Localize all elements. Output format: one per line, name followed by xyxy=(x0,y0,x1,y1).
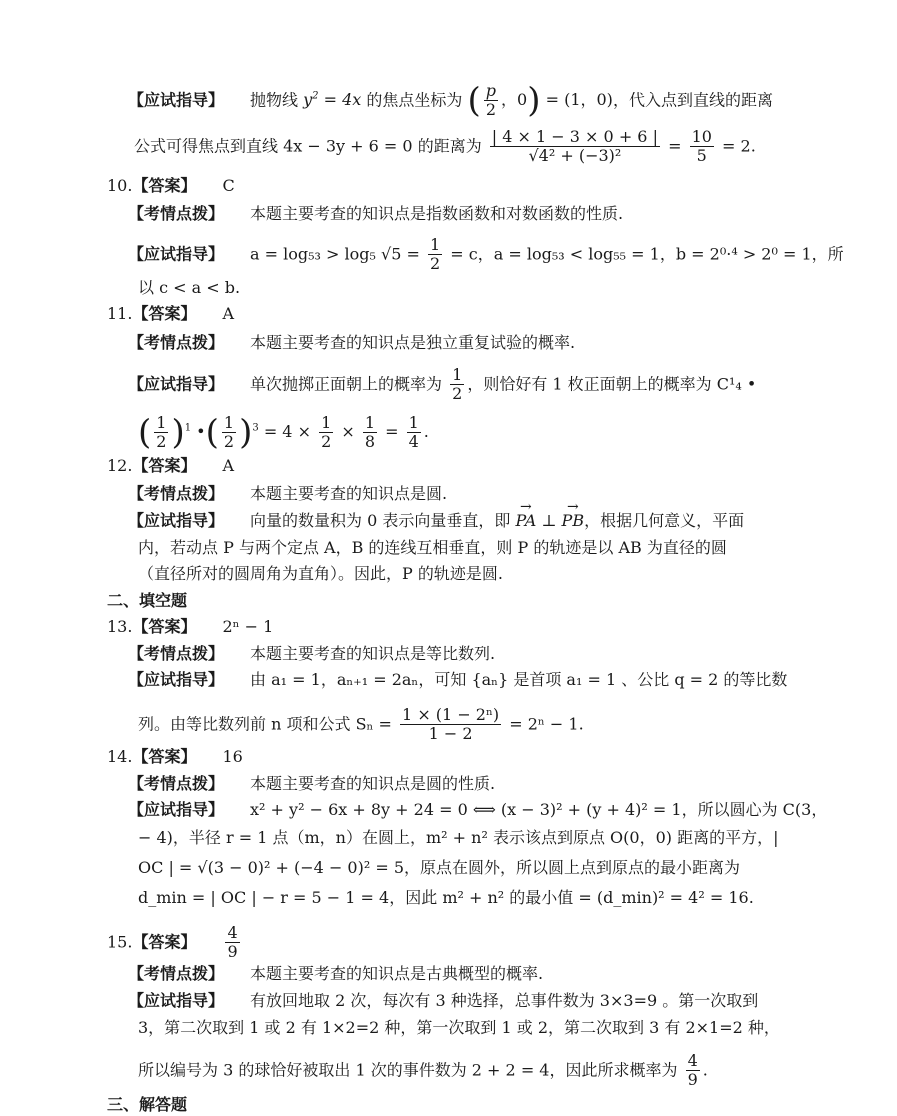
q14-answer: 16 xyxy=(222,747,243,766)
vector-perpendicular: → PA ⊥ → PB xyxy=(515,511,584,530)
q12-guide-line-2: 内，若动点 P 与两个定点 A，B 的连线互相垂直，则 P 的轨迹是以 AB 为直径的圆 xyxy=(138,538,727,557)
q15-guide-line-2: 3，第二次取到 1 或 2 有 1×2=2 种，第一次取到 1 或 2，第二次取到 3 有 2×1=2 种， xyxy=(138,1018,780,1037)
q11-point-line: 【考情点拨】 本题主要考查的知识点是独立重复试验的概率. xyxy=(128,333,576,352)
q11-guide-line-1: 【应试指导】 单次抛掷正面朝上的概率为 $\frac{1}{2}$ ，则恰好有 1 枚正面朝上的概率为 C¹₄ • xyxy=(128,365,757,404)
q14-answer-line: 14.【答案】 16 xyxy=(107,747,243,766)
q15-answer-line: 15.【答案】 $\frac{4}{9}$ xyxy=(107,923,238,962)
q10-guide-line-2: 以 c < a < b. xyxy=(138,278,241,297)
q11-guide-line-2 xyxy=(138,414,429,452)
section-solution-title: 三、解答题 xyxy=(107,1095,188,1114)
q14-guide-line-4: d_min = | OC | − r = 5 − 1 = 4，因此 m² + n² 的最小值 = (d_min)² = 4² = 16. xyxy=(138,888,754,907)
q15-answer: $\frac{4}{9}$ xyxy=(227,923,238,962)
q14-point-line: 【考情点拨】 本题主要考查的知识点是圆的性质. xyxy=(128,774,496,793)
q11-answer-line: 11.【答案】 A xyxy=(107,304,235,323)
q14-guide-line-2: − 4)，半径 r = 1 点（m，n）在圆上，m² + n² 表示该点到原点 O(0，0) 距离的平方，| xyxy=(138,828,779,847)
q12-point-line: 【考情点拨】 本题主要考查的知识点是圆. xyxy=(128,484,448,503)
q10-answer: C xyxy=(222,176,235,195)
q9-guide-line-1: 【应试指导】 抛物线 $y^2 = 4x$ 的焦点坐标为 ( $\frac{p}{2}$ ，0) = (1，0)，代入点到直线的距离 xyxy=(128,80,773,121)
q13-answer-line: 13.【答案】 2ⁿ − 1 xyxy=(107,617,274,636)
guide-label: 【应试指导】 xyxy=(128,90,225,110)
geometric-sum-fraction: $\frac{\text{1 × (1 − 2ⁿ)}}{1 - 2}$ xyxy=(402,705,500,744)
q12-answer: A xyxy=(222,456,235,475)
probability-expression: ( $\frac{1}{2}$ )$^1$ •( $\frac{1}{2}$ )$^3$ = 4 × $\frac{1}{2}$ × $\frac{1}{8}$ = $\frac{1}{4}$ . xyxy=(138,412,429,453)
q13-guide-line-1: 【应试指导】 由 a₁ = 1，aₙ₊₁ = 2aₙ，可知 {aₙ} 是首项 a₁ = 1 、公比 q = 2 的等比数 xyxy=(128,670,788,689)
focus-coordinate: ( $\frac{p}{2}$ ，0) = (1，0) xyxy=(467,80,613,121)
ten-over-five: $\frac{10}{5}$ xyxy=(691,127,712,166)
q13-point-line: 【考情点拨】 本题主要考查的知识点是等比数列. xyxy=(128,644,496,663)
distance-fraction: $\frac{| 4 \times 1 - 3 \times 0 + 6 |}{\text{√4² + (−3)²}}$ xyxy=(491,127,658,166)
parabola-equation: $y^2 = 4x$ xyxy=(303,90,362,110)
q14-guide-line-1: 【应试指导】 x² + y² − 6x + 8y + 24 = 0 ⟺ (x − 3)² + (y + 4)² = 1，所以圆心为 C(3， xyxy=(128,800,828,819)
q10-answer-line: 10.【答案】 C xyxy=(107,176,235,195)
q9-guide-line-2: 公式可得焦点到直线 4x − 3y + 6 = 0 的距离为 $\frac{| 4 \times 1 - 3 \times 0 + 6 |}{\text{√4² + (−3)²}}$ = $\frac{10}{5}$ = 2. xyxy=(134,127,756,166)
q15-guide-line-3: 所以编号为 3 的球恰好被取出 1 次的事件数为 2 + 2 = 4，因此所求概率为 $\frac{4}{9}$ . xyxy=(138,1051,708,1090)
q13-guide-line-2: 列。由等比数列前 n 项和公式 Sₙ = $\frac{\text{1 × (1 − 2ⁿ)}}{1 - 2}$ = 2ⁿ − 1. xyxy=(138,705,584,744)
q14-guide-line-3: OC | = √(3 − 0)² + (−4 − 0)² = 5，原点在圆外，所以圆上点到原点的最小距离为 xyxy=(138,858,741,877)
q12-guide-line-3: （直径所对的圆周角为直角）。因此，P 的轨迹是圆. xyxy=(138,564,503,583)
q10-guide-line-1: 【应试指导】 a = log₅₃ > log₅ √5 = $\frac{1}{2}$ = c，a = log₅₃ < log₅₅ = 1，b = 2⁰·⁴ > 2⁰ = 1，所 xyxy=(128,235,844,274)
q12-guide-line-1: 【应试指导】 向量的数量积为 0 表示向量垂直，即 → PA ⊥ → PB，根据几何意义，平面 xyxy=(128,509,744,533)
q12-answer-line: 12.【答案】 A xyxy=(107,456,235,475)
q11-answer: A xyxy=(222,304,235,323)
q10-point-line: 【考情点拨】 本题主要考查的知识点是指数函数和对数函数的性质. xyxy=(128,204,624,223)
q13-answer: 2ⁿ − 1 xyxy=(222,617,274,636)
section-fill-in-title: 二、填空题 xyxy=(107,591,188,610)
q15-guide-line-1: 【应试指导】 有放回地取 2 次，每次有 3 种选择，总事件数为 3×3=9 。第一次取到 xyxy=(128,991,759,1010)
q15-point-line: 【考情点拨】 本题主要考查的知识点是古典概型的概率. xyxy=(128,964,544,983)
